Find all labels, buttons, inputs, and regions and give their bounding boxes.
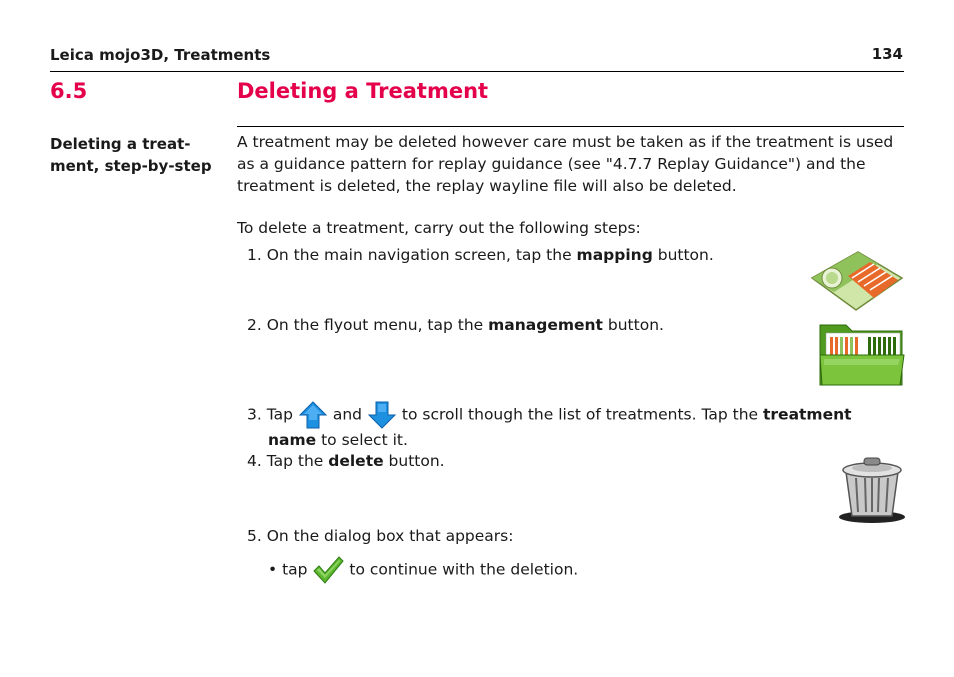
bullet-mark: • [268, 560, 278, 579]
section-number: 6.5 [50, 79, 88, 103]
step-number: 4. [247, 452, 262, 470]
checkmark-icon [312, 555, 344, 585]
step-5 [247, 523, 513, 549]
side-heading [50, 133, 225, 177]
step-number: 1. [247, 246, 262, 264]
step-text: button. [652, 246, 714, 264]
step-keyword: management [488, 316, 603, 334]
step-number: 5. [247, 527, 262, 545]
step-3 [247, 400, 887, 430]
arrow-up-icon [298, 400, 328, 430]
step-text: On the main navigation screen, tap the [266, 246, 577, 264]
step-text: to select it. [316, 431, 408, 449]
arrow-down-icon [367, 400, 397, 430]
step-text: On the dialog box that appears: [266, 527, 514, 545]
running-header-title: Leica mojo3D, Treatments [50, 46, 271, 64]
section-title: Deleting a Treatment [237, 79, 489, 103]
page-number: 134 [871, 45, 903, 63]
step-1 [247, 242, 714, 268]
step-4 [247, 448, 445, 474]
step-text: tap [282, 560, 308, 579]
step-keyword: mapping [576, 246, 653, 264]
step-keyword: delete [328, 452, 384, 470]
side-heading-line-2: ment, step-by-step [50, 157, 212, 175]
step-text: button. [602, 316, 664, 334]
side-heading-line-1: Deleting a treat- [50, 135, 191, 153]
step-text: and [332, 405, 363, 424]
step-text: button. [383, 452, 445, 470]
step-keyword: name [268, 431, 317, 449]
bullet-item [268, 555, 578, 585]
step-2 [247, 312, 664, 338]
content-divider [237, 126, 904, 127]
mapping-icon [808, 248, 904, 312]
step-keyword: treatment [763, 405, 852, 424]
step-text: to continue with the deletion. [349, 560, 579, 579]
management-folder-icon [818, 319, 906, 387]
step-number: 2. [247, 316, 262, 334]
step-number: 3. [247, 405, 262, 424]
step-text: On the flyout menu, tap the [266, 316, 489, 334]
step-text: Tap the [266, 452, 329, 470]
step-text: Tap [266, 405, 293, 424]
trash-can-icon [836, 454, 908, 524]
step-text: to scroll though the list of treatments. Tap the [401, 405, 759, 424]
steps-intro: To delete a treatment, carry out the following steps: [237, 219, 641, 237]
header-divider [50, 71, 904, 72]
intro-paragraph: A treatment may be deleted however care must be taken as if the treatment is used as a guidance pattern for replay guidance (see "4.7.7 Replay Guidance") and the treatment is deleted, the replay wayline file will also be deleted. [237, 133, 894, 195]
